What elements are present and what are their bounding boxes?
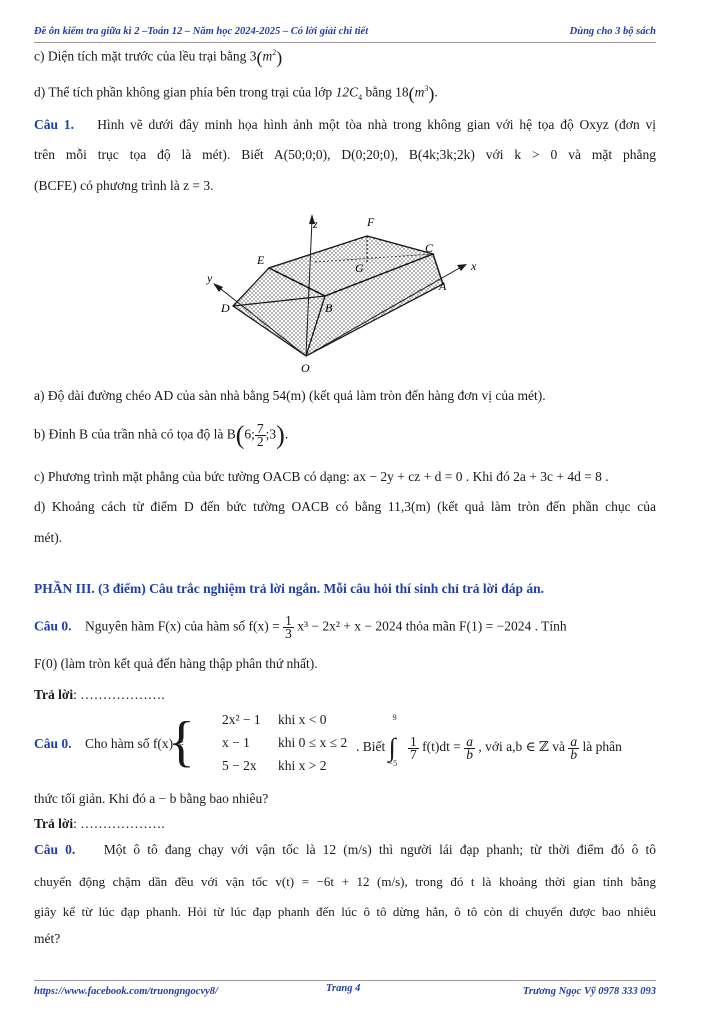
q1-label: Câu 1. (34, 117, 74, 132)
qb-lead: Câu 0. Cho hàm số f(x) = (34, 736, 185, 751)
header-title: Đề ôn kiểm tra giữa kì 2 –Toán 12 – Năm học 2024-2025 – Có lời giải chi tiết (34, 26, 369, 37)
part3-title: PHẦN III. (3 điểm) Câu trắc nghiệm trả lời ngắn. Mỗi câu hỏi thí sinh chỉ trả lời đáp án. (34, 581, 544, 596)
label-z: z (313, 217, 318, 231)
qb-case-3: 5 − 2x (222, 758, 257, 773)
q1-line1: Câu 1. Hình vẽ dưới đây minh họa hình ảnh một tòa nhà trong không gian với hệ tọa độ Oxyz (đơn vị (34, 117, 657, 132)
header-note: Dùng cho 3 bộ sách (569, 26, 656, 37)
page-header (34, 26, 656, 43)
label-O: O (301, 361, 310, 375)
qc-line4: mét? (34, 931, 61, 946)
label-D: D (221, 301, 230, 315)
page-footer (34, 980, 656, 1003)
prev-item-d: d) Thể tích phần không gian phía bên trong trại của lớp $12C_4$ bằng $18(m^3)$. (34, 83, 438, 104)
building-figure (195, 208, 495, 378)
qb-case-2: x − 1 (222, 735, 250, 750)
label-x: x (471, 259, 477, 273)
qa-line2: F(0) (làm tròn kết quả đến hàng thập phân thứ nhất). (34, 656, 318, 671)
label-E: E (257, 253, 265, 267)
q1-item-c: c) Phương trình mặt phẳng của bức tường OACB có dạng: ax − 2y + cz + d = 0 . Khi đó 2a + 3c + 4d = 8 . (34, 469, 609, 484)
qb-integral: . Biết 9 ∫ −5 $\frac{1}{7}$ f(t)dt = $\frac{a}{b}$ , với a,b ∈ ℤ và $\frac{a}{b}$ là phân (356, 713, 622, 768)
label-C: C (425, 241, 434, 255)
qb-case-1: 2x² − 1 (222, 712, 261, 727)
qc-line1: Câu 0. Một ô tô đang chạy với vận tốc là 12 (m/s) thì người lái đạp phanh; từ thời điểm đó ô tô (34, 842, 657, 857)
qa-answer: Trả lời: ………………. (34, 687, 165, 702)
footer-author: Trương Ngọc Vỹ 0978 333 093 (522, 986, 656, 997)
qa-line1: Câu 0. Nguyên hàm F(x) của hàm số f(x) = $\frac{1}{3}$ x³ − 2x² + x − 2024 thỏa mãn F(1) = −2024 . Tính (34, 613, 567, 641)
qb-cond-3: khi x > 2 (278, 758, 327, 773)
footer-link[interactable]: https://www.facebook.com/truongngocvy8/ (34, 986, 218, 997)
q1-item-d-line2: mét). (34, 530, 63, 545)
label-F: F (367, 215, 375, 229)
qb-line2: thức tối giản. Khi đó a − b bằng bao nhiêu? (34, 791, 269, 806)
qb-cond-1: khi x < 0 (278, 712, 327, 727)
footer-page-number: Trang 4 (326, 983, 361, 994)
q1-item-d-line1: d) Khoảng cách từ điểm D đến bức tường OACB có bằng 11,3(m) (kết quả làm tròn đến phần chục của (34, 499, 656, 514)
prev-item-c: c) Diện tích mặt trước của lều trại bằng $3(m^2)$ (34, 47, 283, 68)
q1-line2: trên mỗi trục tọa độ là mét). Biết A(50;0;0), D(0;20;0), B(4k;3k;2k) với k > 0 và mặt phẳng (34, 147, 656, 162)
label-B: B (325, 301, 333, 315)
qb-brace: { (168, 711, 195, 773)
q1-line3: (BCFE) có phương trình là z = 3. (34, 178, 214, 193)
q1-item-b: b) Đỉnh B của trần nhà có tọa độ là B(6; $\frac{7}{2}$ ;3). (34, 420, 289, 450)
qb-answer: Trả lời: ………………. (34, 816, 165, 831)
qc-line3: giây kể từ lúc đạp phanh. Hỏi từ lúc đạp phanh đến lúc ô tô dừng hẳn, ô tô còn di chuyển được bao nhiêu (34, 904, 656, 919)
label-G: G (355, 261, 364, 275)
label-y: y (207, 271, 213, 285)
label-A: A (439, 279, 447, 293)
qc-line2: chuyển động chậm dần đều với vận tốc v(t) = −6t + 12 (m/s), trong đó t là khoảng thời gian tính bằng (34, 874, 656, 889)
qb-cond-2: khi 0 ≤ x ≤ 2 (278, 735, 348, 750)
q1-item-a: a) Độ dài đường chéo AD của sàn nhà bằng 54(m) (kết quả làm tròn đến hàng đơn vị của mét). (34, 388, 546, 403)
